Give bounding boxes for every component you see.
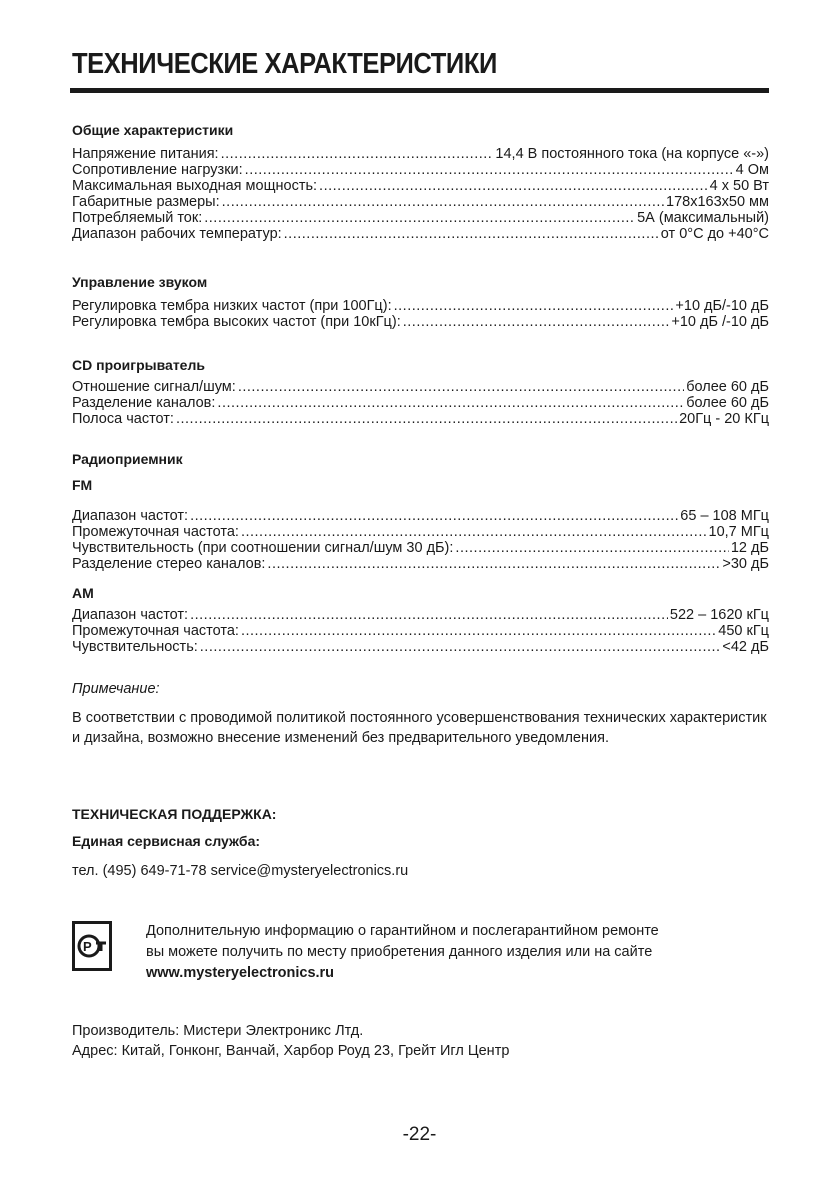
certification-logo-icon	[72, 921, 112, 971]
spec-label: Максимальная выходная мощность:	[72, 178, 318, 194]
spec-value: 4 Ом	[735, 162, 769, 178]
spec-label: Диапазон рабочих температур:	[72, 226, 282, 242]
spec-label: Промежуточная частота:	[72, 623, 239, 639]
spec-row	[72, 607, 769, 623]
dot-leader	[455, 540, 728, 556]
spec-row	[72, 162, 769, 178]
website-link[interactable]: www.mysteryelectronics.ru	[146, 965, 335, 981]
dot-leader	[221, 146, 494, 162]
support-heading: ТЕХНИЧЕСКАЯ ПОДДЕРЖКА:	[72, 806, 277, 822]
warranty-line-1: Дополнительную информацию о гарантийном и послегарантийном ремонте	[146, 923, 659, 939]
spec-list-fm	[72, 508, 769, 572]
spec-value: >30 дБ	[722, 556, 769, 572]
dot-leader	[190, 508, 678, 524]
section-heading-sound: Управление звуком	[72, 274, 208, 290]
spec-value: 20Гц - 20 КГц	[679, 411, 769, 427]
spec-list-general	[72, 146, 769, 242]
spec-value: от 0°С до +40°С	[660, 226, 769, 242]
spec-label: Диапазон частот:	[72, 508, 189, 524]
spec-list-sound	[72, 298, 769, 330]
spec-value: более 60 дБ	[686, 395, 769, 411]
support-subheading: Единая сервисная служба:	[72, 833, 261, 849]
spec-label: Разделение каналов:	[72, 395, 216, 411]
spec-row	[72, 379, 769, 395]
dot-leader	[403, 314, 670, 330]
spec-value: 10,7 МГц	[708, 524, 769, 540]
note-text: В соответствии с проводимой политикой постоянного усовершенствования технических характеристик и дизайна, возможно внесение изменений без предварительного уведомления.	[72, 710, 767, 746]
dot-leader	[267, 556, 720, 572]
note-label: Примечание:	[72, 681, 160, 697]
section-heading-radio: Радиоприемник	[72, 451, 183, 467]
spec-row	[72, 639, 769, 655]
dot-leader	[238, 379, 684, 395]
spec-row	[72, 210, 769, 226]
spec-row	[72, 194, 769, 210]
dot-leader	[204, 210, 635, 226]
spec-label: Полоса частот:	[72, 411, 174, 427]
spec-label: Сопротивление нагрузки:	[72, 162, 243, 178]
svg-text:P: P	[83, 939, 92, 954]
spec-row	[72, 411, 769, 427]
spec-row	[72, 623, 769, 639]
spec-value: 450 кГц	[718, 623, 769, 639]
section-heading-cd: CD проигрыватель	[72, 357, 205, 373]
spec-row	[72, 556, 769, 572]
spec-row	[72, 524, 769, 540]
dot-leader	[245, 162, 734, 178]
dot-leader	[217, 395, 684, 411]
section-heading-am: AM	[72, 585, 94, 601]
spec-value: более 60 дБ	[686, 379, 769, 395]
spec-label: Габаритные размеры:	[72, 194, 220, 210]
section-heading-general: Общие характеристики	[72, 122, 234, 138]
spec-value: <42 дБ	[722, 639, 769, 655]
spec-label: Регулировка тембра высоких частот (при 10кГц):	[72, 314, 401, 330]
dot-leader	[394, 298, 674, 314]
dot-leader	[200, 639, 721, 655]
manufacturer: Производитель: Мистери Электроникс Лтд.	[72, 1023, 364, 1039]
spec-list-cd	[72, 379, 769, 427]
spec-label: Отношение сигнал/шум:	[72, 379, 236, 395]
spec-row	[72, 146, 769, 162]
spec-label: Потребляемый ток:	[72, 210, 203, 226]
spec-row	[72, 540, 769, 556]
spec-value: +10 дБ/-10 дБ	[675, 298, 769, 314]
page-number: -22-	[402, 1124, 437, 1145]
spec-row	[72, 314, 769, 330]
page-title: ТЕХНИЧЕСКИЕ ХАРАКТЕРИСТИКИ	[72, 48, 497, 80]
dot-leader	[241, 524, 707, 540]
spec-value: 4 х 50 Вт	[709, 178, 769, 194]
section-heading-fm: FM	[72, 477, 93, 493]
spec-list-am	[72, 607, 769, 655]
spec-value: 522 – 1620 кГц	[669, 607, 769, 623]
support-contact: тел. (495) 649-71-78 service@mysteryelectronics.ru	[72, 863, 409, 879]
dot-leader	[176, 411, 677, 427]
spec-value: 12 дБ	[730, 540, 769, 556]
spec-value: 5А (максимальный)	[637, 210, 769, 226]
spec-value: 178х163х50 мм	[666, 194, 769, 210]
address: Адрес: Китай, Гонконг, Ванчай, Харбор Роуд 23, Грейт Игл Центр	[72, 1043, 510, 1059]
spec-label: Регулировка тембра низких частот (при 100Гц):	[72, 298, 392, 314]
spec-row	[72, 395, 769, 411]
spec-label: Чувствительность (при соотношении сигнал/шум 30 дБ):	[72, 540, 454, 556]
spec-label: Разделение стерео каналов:	[72, 556, 266, 572]
spec-value: 65 – 108 МГц	[680, 508, 769, 524]
title-divider	[70, 88, 769, 93]
dot-leader	[284, 226, 659, 242]
spec-row	[72, 298, 769, 314]
spec-label: Напряжение питания:	[72, 146, 219, 162]
spec-label: Диапазон частот:	[72, 607, 189, 623]
dot-leader	[222, 194, 664, 210]
spec-label: Чувствительность:	[72, 639, 198, 655]
spec-row	[72, 178, 769, 194]
dot-leader	[241, 623, 716, 639]
warranty-line-2: вы можете получить по месту приобретения данного изделия или на сайте	[146, 944, 653, 960]
spec-label: Промежуточная частота:	[72, 524, 239, 540]
spec-value: +10 дБ /-10 дБ	[671, 314, 769, 330]
warranty-info	[146, 921, 659, 984]
spec-row	[72, 508, 769, 524]
spec-row	[72, 226, 769, 242]
spec-value: 14,4 В постоянного тока (на корпусе «-»)	[495, 146, 769, 162]
dot-leader	[319, 178, 708, 194]
dot-leader	[190, 607, 668, 623]
